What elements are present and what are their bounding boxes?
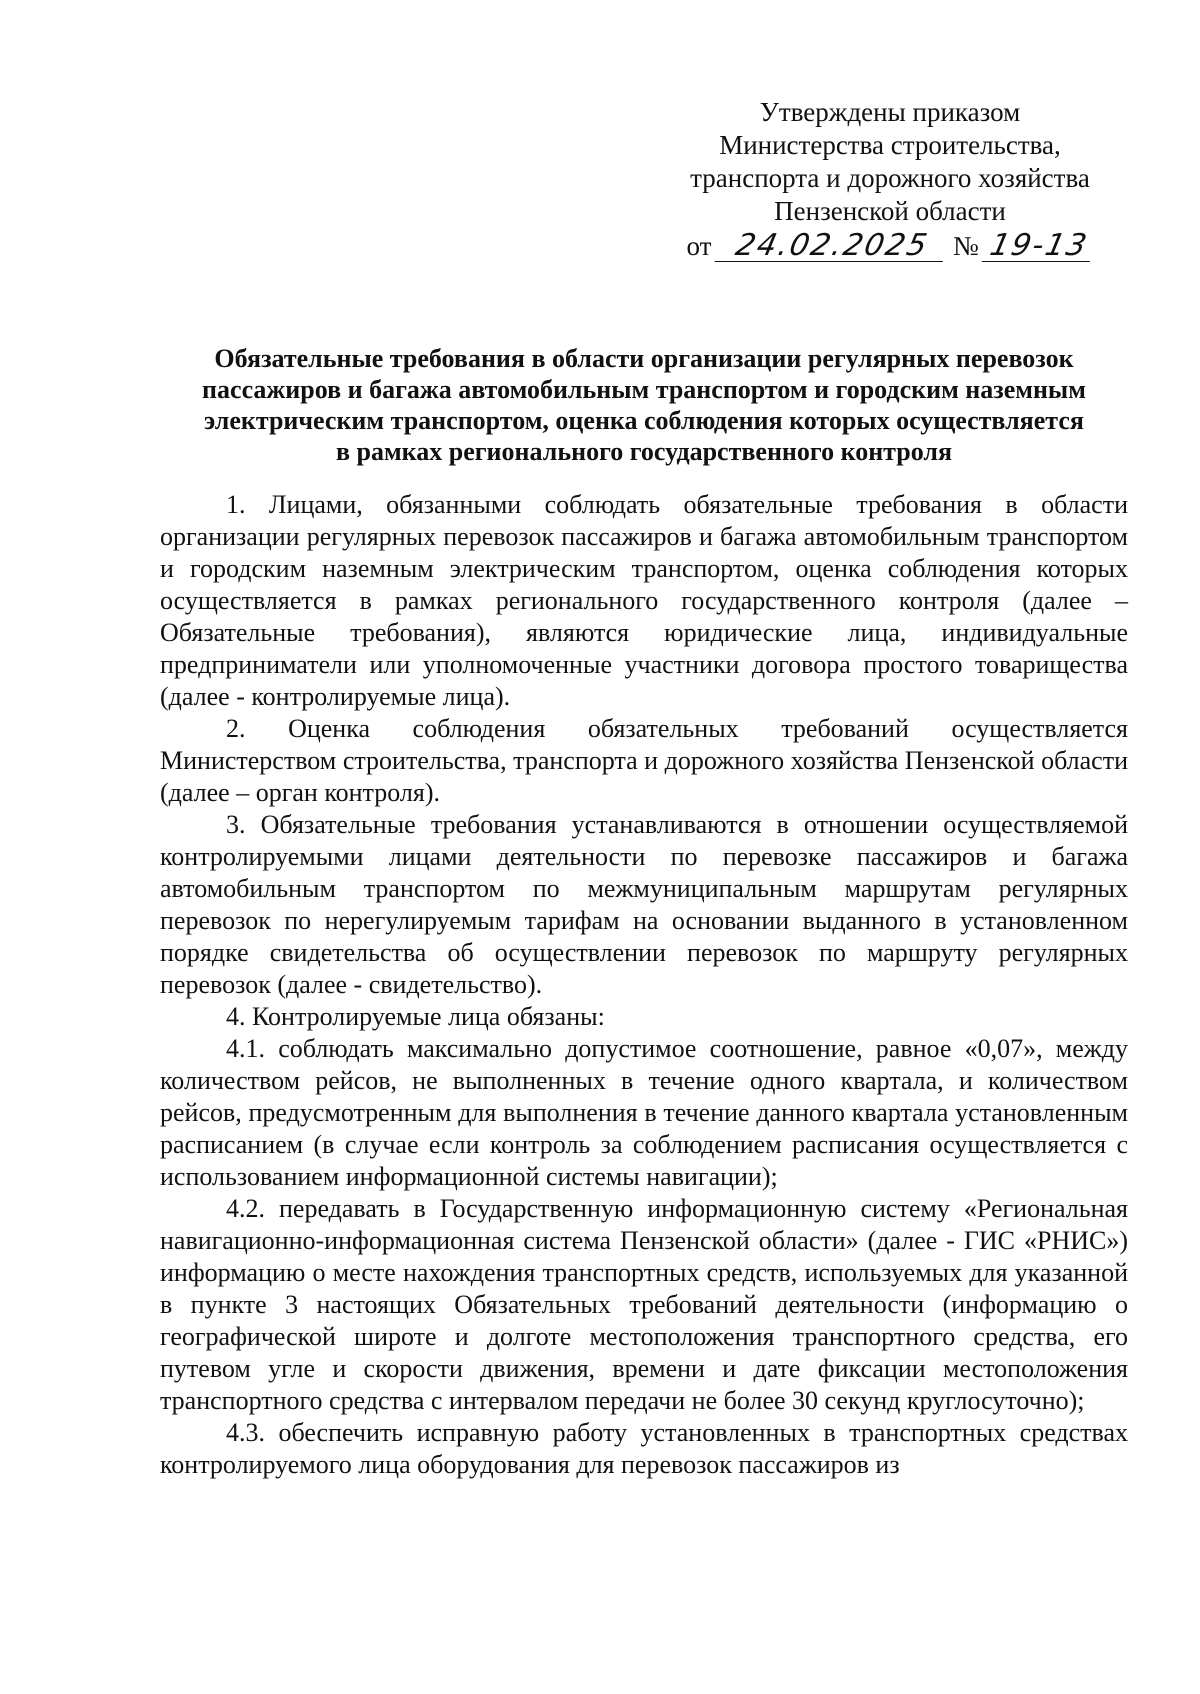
paragraph-4-1: 4.1. соблюдать максимально допустимое соотношение, равное «0,07», между количеством рейсов, не выполненных в течение одного квартала, и количеством рейсов, предусмотренным для выполнения в течение данного квартала установленным расписанием (в случае если контроль за соблюдением расписания осуществляется с использованием информационной системы навигации); xyxy=(160,1034,1128,1191)
approval-stamp-block xyxy=(660,96,1120,263)
approval-line: Утверждены приказом xyxy=(759,97,1021,127)
paragraph-1: 1. Лицами, обязанными соблюдать обязательные требования в области организации регулярных перевозок пассажиров и багажа автомобильным транспортом и городским наземным электрическим транспортом, оценка соблюдения которых осуществляется в рамках регионального государственного контроля (далее – Обязательные требования), являются юридические лица, индивидуальные предприниматели или уполномоченные участники договора простого товарищества (далее - контролируемые лица). xyxy=(160,490,1128,711)
approval-line: Министерства строительства, xyxy=(719,130,1061,160)
handwritten-order-number: 19-13 xyxy=(982,231,1097,262)
paragraph-4-2: 4.2. передавать в Государственную информационную систему «Региональная навигационно-информационная система Пензенской области» (далее - ГИС «РНИС») информацию о месте нахождения транспортных средств, используемых для указанной в пункте 3 настоящих Обязательных требований деятельности (информацию о географической широте и долготе местоположения транспортного средства, его путевом угле и скорости движения, времени и дате фиксации местоположения транспортного средства с интервалом передачи не более 30 секунд круглосуточно); xyxy=(160,1194,1128,1415)
paragraph-4-3: 4.3. обеспечить исправную работу установленных в транспортных средствах контролируемого лица оборудования для перевозок пассажиров из xyxy=(160,1418,1128,1479)
title-line: электрическим транспортом, оценка соблюдения которых осуществляется xyxy=(203,406,1084,435)
paragraph-3: 3. Обязательные требования устанавливаются в отношении осуществляемой контролируемыми лицами деятельности по перевозке пассажиров и багажа автомобильным транспортом по межмуниципальным маршрутам регулярных перевозок по нерегулируемым тарифам на основании выданного в установленном порядке свидетельства об осуществлении перевозок по маршруту регулярных перевозок (далее - свидетельство). xyxy=(160,810,1128,999)
handwritten-date: 24.02.2025 xyxy=(715,231,950,262)
approval-line: Пензенской области xyxy=(774,196,1006,226)
document-body xyxy=(160,489,1128,1481)
title-line: Обязательные требования в области организации регулярных перевозок xyxy=(214,344,1074,373)
paragraph-4: 4. Контролируемые лица обязаны: xyxy=(226,1002,605,1031)
order-reference xyxy=(660,230,1120,263)
from-label: от xyxy=(686,231,712,261)
document-title xyxy=(160,343,1128,467)
approval-line: транспорта и дорожного хозяйства xyxy=(690,163,1090,193)
number-label: № xyxy=(952,231,979,261)
title-line: в рамках регионального государственного контроля xyxy=(335,437,953,466)
paragraph-2: 2. Оценка соблюдения обязательных требований осуществляется Министерством строительства, транспорта и дорожного хозяйства Пензенской области (далее – орган контроля). xyxy=(160,714,1128,807)
title-line: пассажиров и багажа автомобильным транспортом и городским наземным xyxy=(202,375,1086,404)
